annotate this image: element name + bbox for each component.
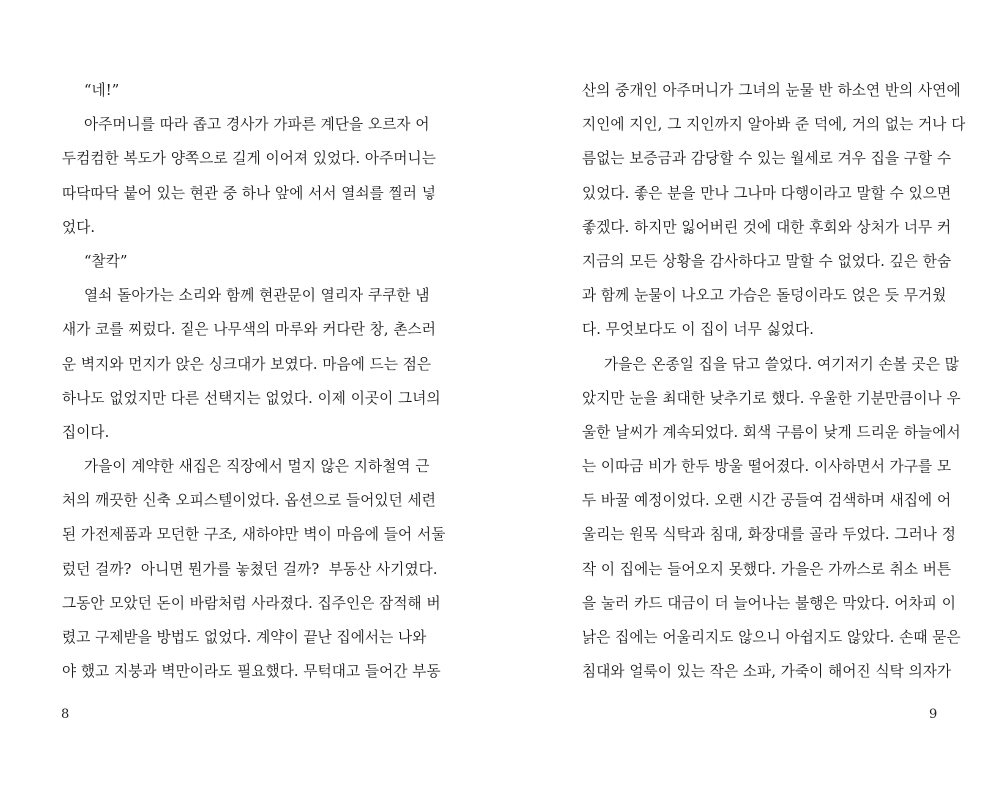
text-line: 렸고 구제받을 방법도 없었다. 계약이 끝난 집에서는 나와 — [62, 629, 427, 646]
text-line: 야 했고 지붕과 벽만이라도 필요했다. 무턱대고 들어간 부동 — [62, 663, 441, 681]
text-line: 는 이따금 비가 한두 방울 떨어졌다. 이사하면서 가구를 모 — [582, 458, 952, 476]
text-line: 울리는 원목 식탁과 침대, 화장대를 골라 두었다. 그러나 정 — [582, 526, 956, 544]
text-line: 었다. — [62, 218, 96, 236]
text-line: 하나도 없었지만 다른 선택지는 없었다. 이제 이곳이 그녀의 — [62, 389, 441, 407]
text-line: “찰칵” — [84, 252, 128, 270]
text-line: 두컴컴한 복도가 양쪽으로 길게 이어져 있었다. 아주머니는 — [62, 150, 436, 168]
text-line: 작 이 집에는 들어오지 못했다. 가을은 가까스로 취소 버튼 — [582, 560, 952, 578]
text-line: 지금의 모든 상황을 감사하다고 말할 수 없었다. 깊은 한숨 — [582, 252, 952, 270]
text-line: 과 함께 눈물이 나오고 가슴은 돌덩이라도 얹은 듯 무거웠 — [582, 287, 947, 305]
text-line: 따닥따닥 붙어 있는 현관 중 하나 앞에 서서 열쇠를 찔러 넣 — [62, 184, 436, 202]
text-line: 울한 날씨가 계속되었다. 회색 구름이 낮게 드리운 하늘에서 — [582, 423, 961, 441]
text-line: 좋겠다. 하지만 잃어버린 것에 대한 후회와 상처가 너무 커 — [582, 218, 952, 236]
text-line: 았지만 눈을 최대한 낮추기로 했다. 우울한 기분만큼이나 우 — [582, 389, 961, 407]
text-line: 가을은 온종일 집을 닦고 쓸었다. 여기저기 손볼 곳은 많 — [604, 355, 959, 373]
text-line: 침대와 얼룩이 있는 작은 소파, 가죽이 해어진 식탁 의자가 — [582, 663, 952, 681]
text-line: 된 가전제품과 모던한 구조, 새하야만 벽이 마음에 들어 서둘 — [62, 526, 446, 544]
text-line: 렀던 걸까? 아니면 뭔가를 놓쳤던 걸까? 부동산 사기였다. — [62, 560, 438, 578]
page-number: 9 — [929, 707, 938, 722]
text-line: 가을이 계약한 새집은 직장에서 멀지 않은 지하철역 근 — [84, 458, 430, 476]
text-line: 운 벽지와 먼지가 앉은 싱크대가 보였다. 마음에 드는 점은 — [62, 355, 432, 373]
text-line: 집이다. — [62, 423, 110, 441]
text-line: 열쇠 돌아가는 소리와 함께 현관문이 열리자 쿠쿠한 냄 — [84, 287, 430, 305]
left-page-text — [62, 74, 446, 689]
right-page — [500, 0, 1000, 796]
page-number: 8 — [61, 707, 70, 722]
text-line: 름없는 보증금과 감당할 수 있는 월세로 겨우 집을 구할 수 — [582, 150, 952, 168]
text-line: 을 눌러 카드 대금이 더 늘어나는 불행은 막았다. 어차피 이 — [582, 594, 956, 612]
text-line: 낡은 집에는 어울리지도 않으니 아쉽지도 않았다. 손때 묻은 — [582, 629, 961, 646]
text-line: 그동안 모았던 돈이 바람처럼 사라졌다. 집주인은 잠적해 버 — [62, 594, 441, 612]
text-line: 있었다. 좋은 분을 만나 그나마 다행이라고 말할 수 있으면 — [582, 184, 952, 202]
text-line: 두 바꿀 예정이었다. 오랜 시간 공들여 검색하며 새집에 어 — [582, 492, 952, 510]
text-line: 다. 무엇보다도 이 집이 너무 싫었다. — [582, 321, 814, 339]
text-line: 산의 중개인 아주머니가 그녀의 눈물 반 하소연 반의 사연에 — [582, 82, 961, 99]
text-line: 처의 깨끗한 신축 오피스텔이었다. 옵션으로 들어있던 세련 — [62, 492, 436, 510]
text-line: 아주머니를 따라 좁고 경사가 가파른 계단을 오르자 어 — [84, 116, 430, 134]
text-line: 지인에 지인, 그 지인까지 알아봐 준 덕에, 거의 없는 거나 다 — [582, 116, 966, 134]
text-line: 새가 코를 찌렀다. 짙은 나무색의 마루와 커다란 창, 촌스러 — [62, 321, 436, 339]
text-line: “네!” — [84, 82, 120, 99]
right-page-text — [582, 74, 966, 689]
